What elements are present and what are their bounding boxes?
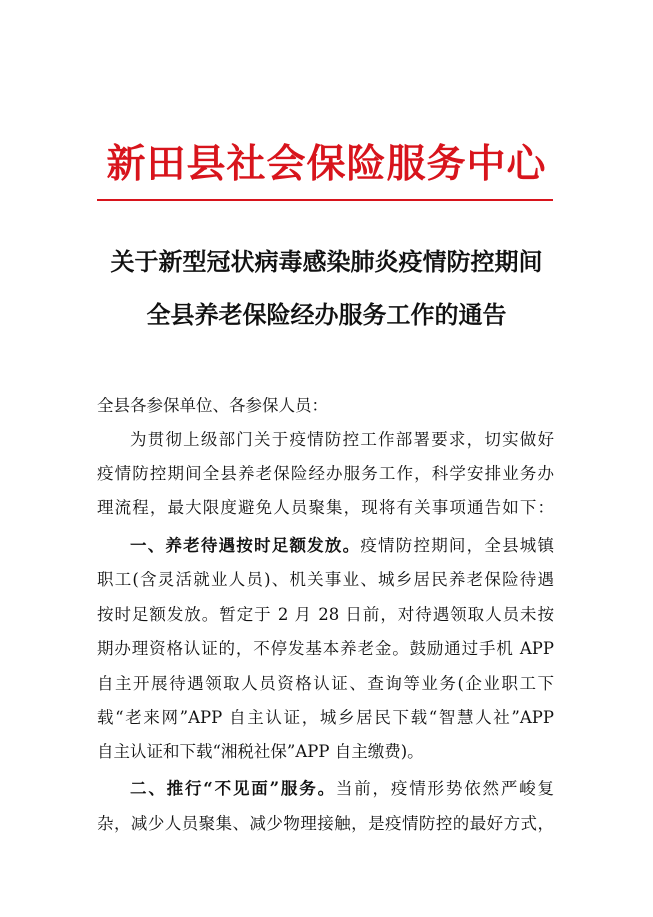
notice-title-line-2: 全县养老保险经办服务工作的通告: [146, 300, 507, 329]
section-2-first-line: [130, 779, 554, 799]
letterhead-org-name: 新田县社会保险服务中心: [106, 141, 547, 187]
section-2-heading: 二、推行“不见面”服务。: [130, 779, 336, 798]
salutation: 全县各参保单位、各参保人员：: [97, 396, 328, 415]
notice-title-line-1: 关于新型冠状病毒感染肺炎疫情防控期间: [110, 247, 543, 276]
section-1-line: 载“老来网”APP 自主认证，城乡居民下载“智慧人社”APP: [97, 708, 554, 727]
letterhead-red-rule: [97, 199, 553, 201]
section-1-line: 自主认证和下载“湘税社保”APP 自主缴费)。: [97, 742, 424, 761]
section-2-first-line-text: 当前，疫情形势依然严峻复: [335, 779, 555, 798]
section-1-first-line: [130, 536, 554, 556]
intro-line: 理流程，最大限度避免人员聚集，现将有关事项通告如下：: [97, 498, 554, 517]
intro-line: 为贯彻上级部门关于疫情防控工作部署要求，切实做好: [130, 430, 554, 449]
section-1-line: 期办理资格认证的，不停发基本养老金。鼓励通过手机 APP: [97, 639, 554, 658]
section-1-line: 按时足额发放。暂定于 2 月 28 日前，对待遇领取人员未按: [97, 605, 554, 624]
section-1-line: 自主开展待遇领取人员资格认证、查询等业务(企业职工下: [97, 674, 554, 693]
section-1-first-line-text: 疫情防控期间，全县城镇: [360, 536, 555, 555]
section-1-line: 职工(含灵活就业人员)、机关事业、城乡居民养老保险待遇: [97, 570, 554, 589]
section-2-line: 杂，减少人员聚集、减少物理接触，是疫情防控的最好方式，: [97, 814, 554, 833]
intro-line: 疫情防控期间全县养老保险经办服务工作，科学安排业务办: [97, 464, 554, 483]
section-1-heading: 一、养老待遇按时足额发放。: [130, 536, 361, 555]
